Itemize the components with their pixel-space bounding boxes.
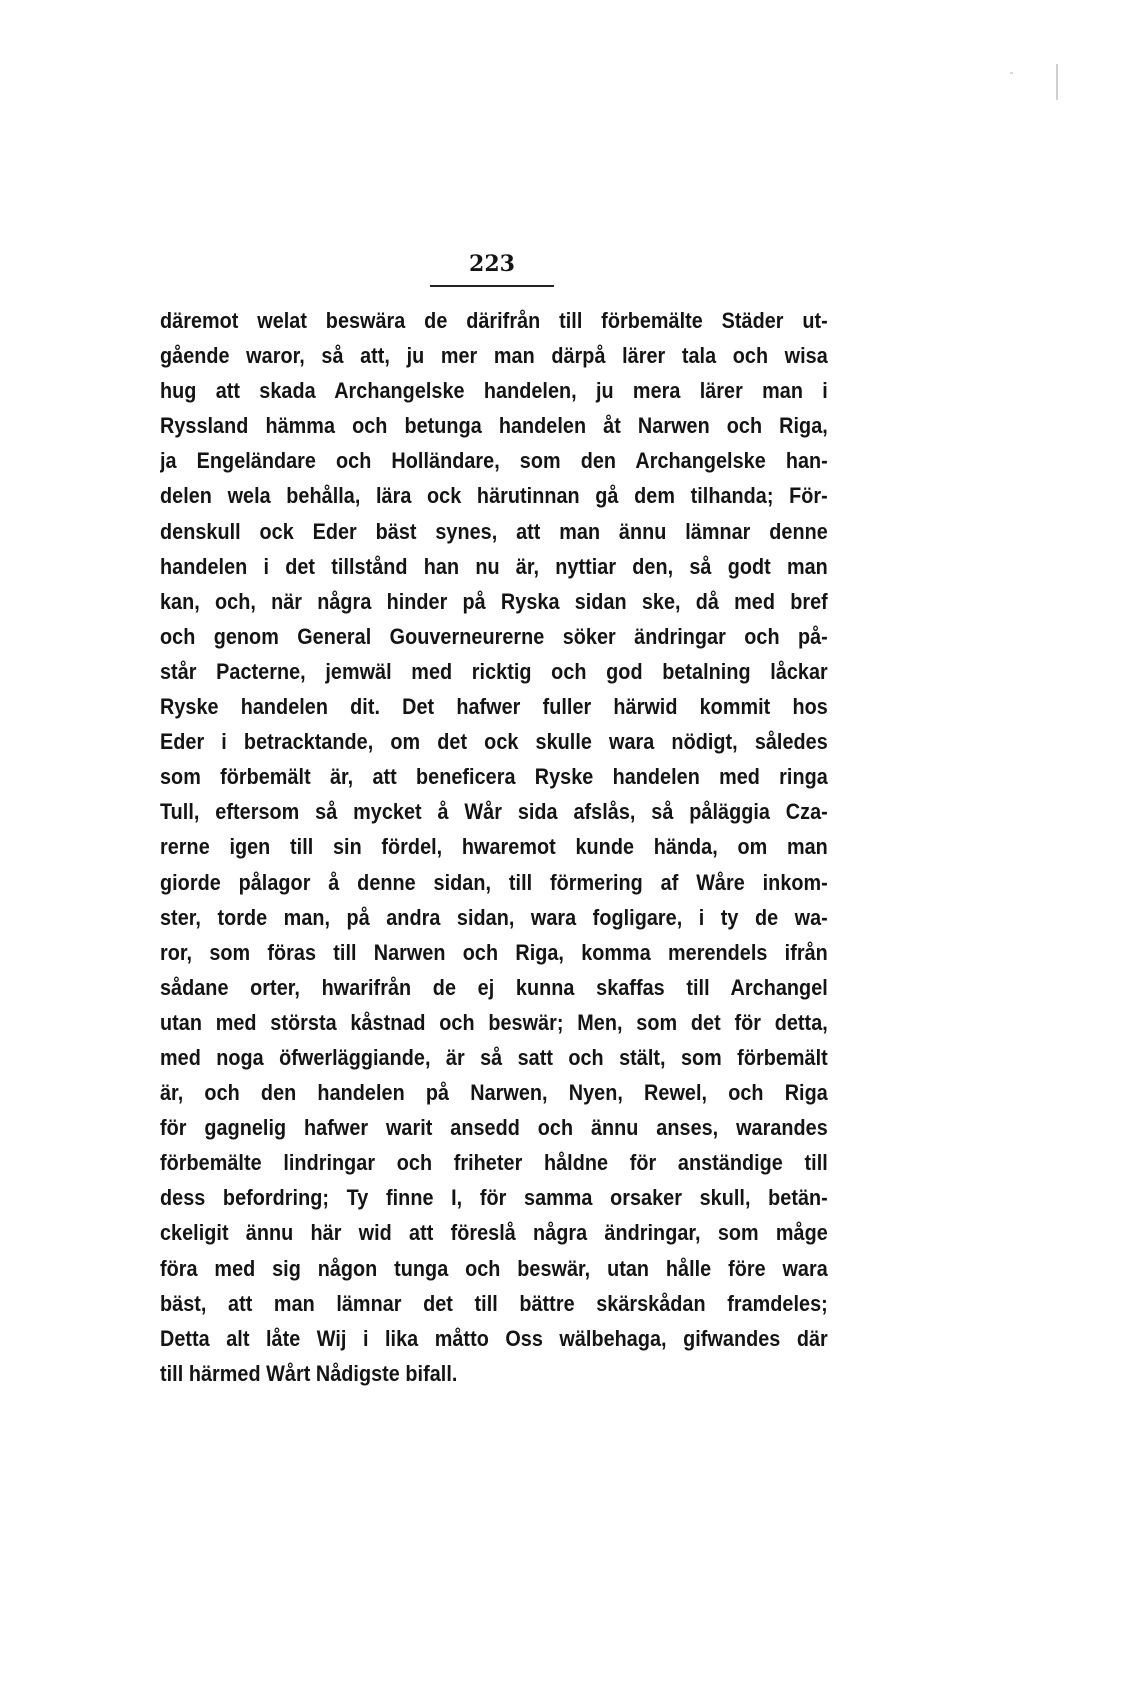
text-line: delen wela behålla, lära ock härutinnan gå dem tilhanda; För- <box>160 483 828 509</box>
text-line: med noga öfwerläggiande, är så satt och stält, som förbemält <box>160 1044 828 1070</box>
text-line: föra med sig någon tunga och beswär, utan hålle före wara <box>160 1255 828 1281</box>
text-line: står Pacterne, jemwäl med ricktig och god betalning låckar <box>160 658 828 684</box>
text-line: för gagnelig hafwer warit ansedd och ännu anses, warandes <box>160 1115 828 1141</box>
text-line: ror, som föras till Narwen och Riga, komma merendels ifrån <box>160 939 828 965</box>
edge-mark <box>1056 64 1058 100</box>
text-line: utan med största kåstnad och beswär; Men, som det för detta, <box>160 1009 828 1035</box>
edge-dot <box>1010 72 1013 74</box>
text-line: giorde pålagor å denne sidan, till förmering af Wåre inkom- <box>160 869 828 895</box>
text-line-last: till härmed Wårt Nådigste bifall. <box>160 1360 458 1386</box>
text-line: kan, och, när några hinder på Ryska sidan ske, då med bref <box>160 588 828 614</box>
body-text <box>160 303 828 1391</box>
text-line: Ryssland hämma och betunga handelen åt Narwen och Riga, <box>160 413 828 439</box>
page-number: 223 <box>469 251 515 277</box>
text-line: förbemälte lindringar och friheter håldne för anständige till <box>160 1150 828 1176</box>
text-line: gående waror, så att, ju mer man därpå lärer tala och wisa <box>160 343 828 369</box>
text-line: som förbemält är, att beneficera Ryske handelen med ringa <box>160 764 828 790</box>
text-line: däremot welat beswära de därifrån till förbemälte Städer ut- <box>160 308 828 333</box>
text-line: denskull ock Eder bäst synes, att man ännu lämnar denne <box>160 518 828 544</box>
text-line: ster, torde man, på andra sidan, wara fogligare, i ty de wa- <box>160 904 828 930</box>
text-line: dess befordring; Ty finne I, för samma orsaker skull, betän- <box>160 1185 828 1211</box>
text-line: bäst, att man lämnar det till bättre skärskådan framdeles; <box>160 1290 828 1316</box>
text-line: Ryske handelen dit. Det hafwer fuller härwid kommit hos <box>160 694 828 720</box>
text-line: ckeligit ännu här wid att föreslå några ändringar, som måge <box>160 1220 828 1246</box>
text-line: Eder i betracktande, om det ock skulle wara nödigt, således <box>160 729 828 755</box>
page-number-rule <box>430 285 554 287</box>
text-line: är, och den handelen på Narwen, Nyen, Rewel, och Riga <box>160 1080 828 1106</box>
text-line: och genom General Gouverneurerne söker ändringar och på- <box>160 623 828 649</box>
text-line: handelen i det tillstånd han nu är, nyttiar den, så godt man <box>160 553 828 579</box>
text-line: sådane orter, hwarifrån de ej kunna skaffas till Archangel <box>160 974 828 1000</box>
text-line: Detta alt låte Wij i lika måtto Oss wälbehaga, gifwandes där <box>160 1325 828 1351</box>
text-line: Tull, eftersom så mycket å Wår sida afslås, så påläggia Cza- <box>160 799 828 825</box>
text-line: ja Engeländare och Holländare, som den Archangelske han- <box>160 448 828 474</box>
text-line: hug att skada Archangelske handelen, ju mera lärer man i <box>160 378 828 404</box>
text-line: rerne igen till sin fördel, hwaremot kunde hända, om man <box>160 834 828 860</box>
